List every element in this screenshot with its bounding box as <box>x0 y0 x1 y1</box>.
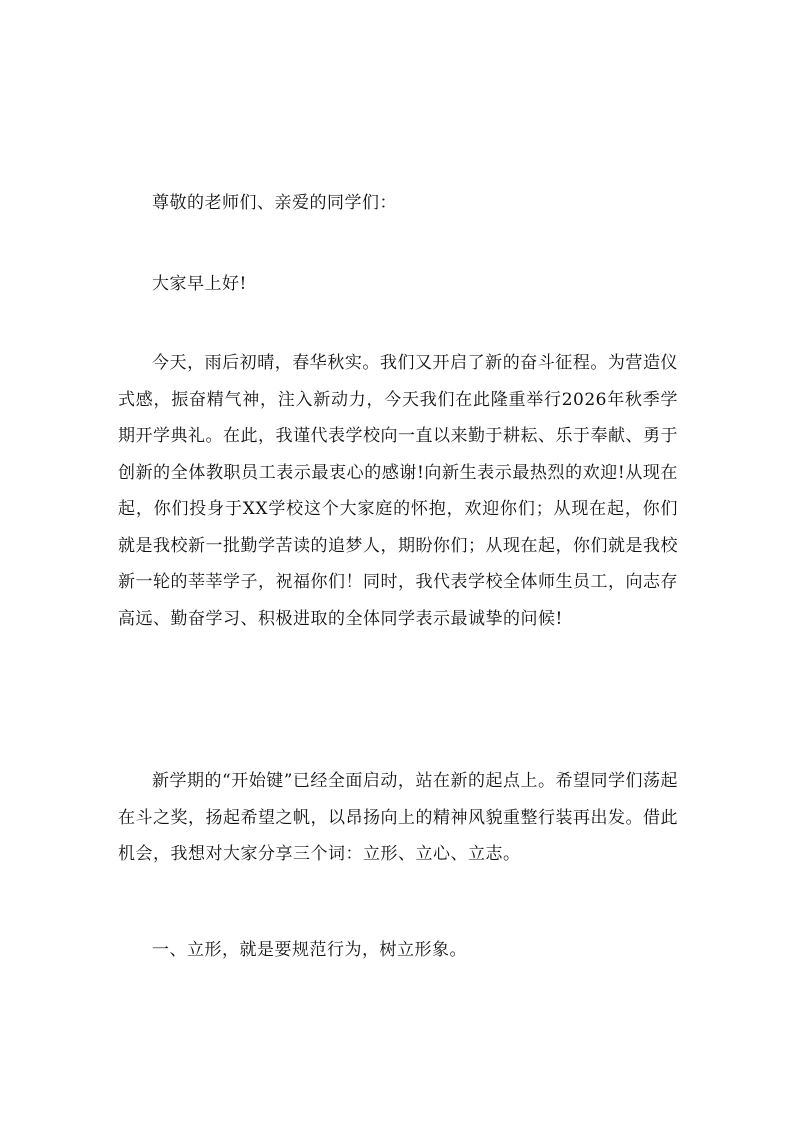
body-paragraph-opening: 今天，雨后初晴，春华秋实。我们又开启了新的奋斗征程。为营造仪式感，振奋精气神，注入新动力，今天我们在此隆重举行2026年秋季学期开学典礼。在此，我谨代表学校向一直以来勤于耕耘、乐于奉献、勇于创新的全体教职员工表示最衷心的感谢!向新生表示最热烈的欢迎!从现在起，你们投身于XX学校这个大家庭的怀抱，欢迎你们；从现在起，你们就是我校新一批勤学苦读的追梦人，期盼你们；从现在起，你们就是我校新一轮的莘莘学子，祝福你们！同时，我代表学校全体师生员工，向志存高远、勤奋学习、积极进取的全体同学表示最诚挚的问候! <box>118 353 678 629</box>
greeting: 大家早上好! <box>152 274 247 294</box>
salutation: 尊敬的老师们、亲爱的同学们： <box>152 193 397 213</box>
body-paragraph-new-semester: 新学期的“开始键”已经全面启动，站在新的起点上。希望同学们荡起在斗之奖，扬起希望之帆，以昂扬向上的精神风貌重整行装再出发。借此机会，我想对大家分享三个词：立形、立心、立志。 <box>118 771 678 864</box>
section-heading-1: 一、立形，就是要规范行为，树立形象。 <box>152 940 467 960</box>
